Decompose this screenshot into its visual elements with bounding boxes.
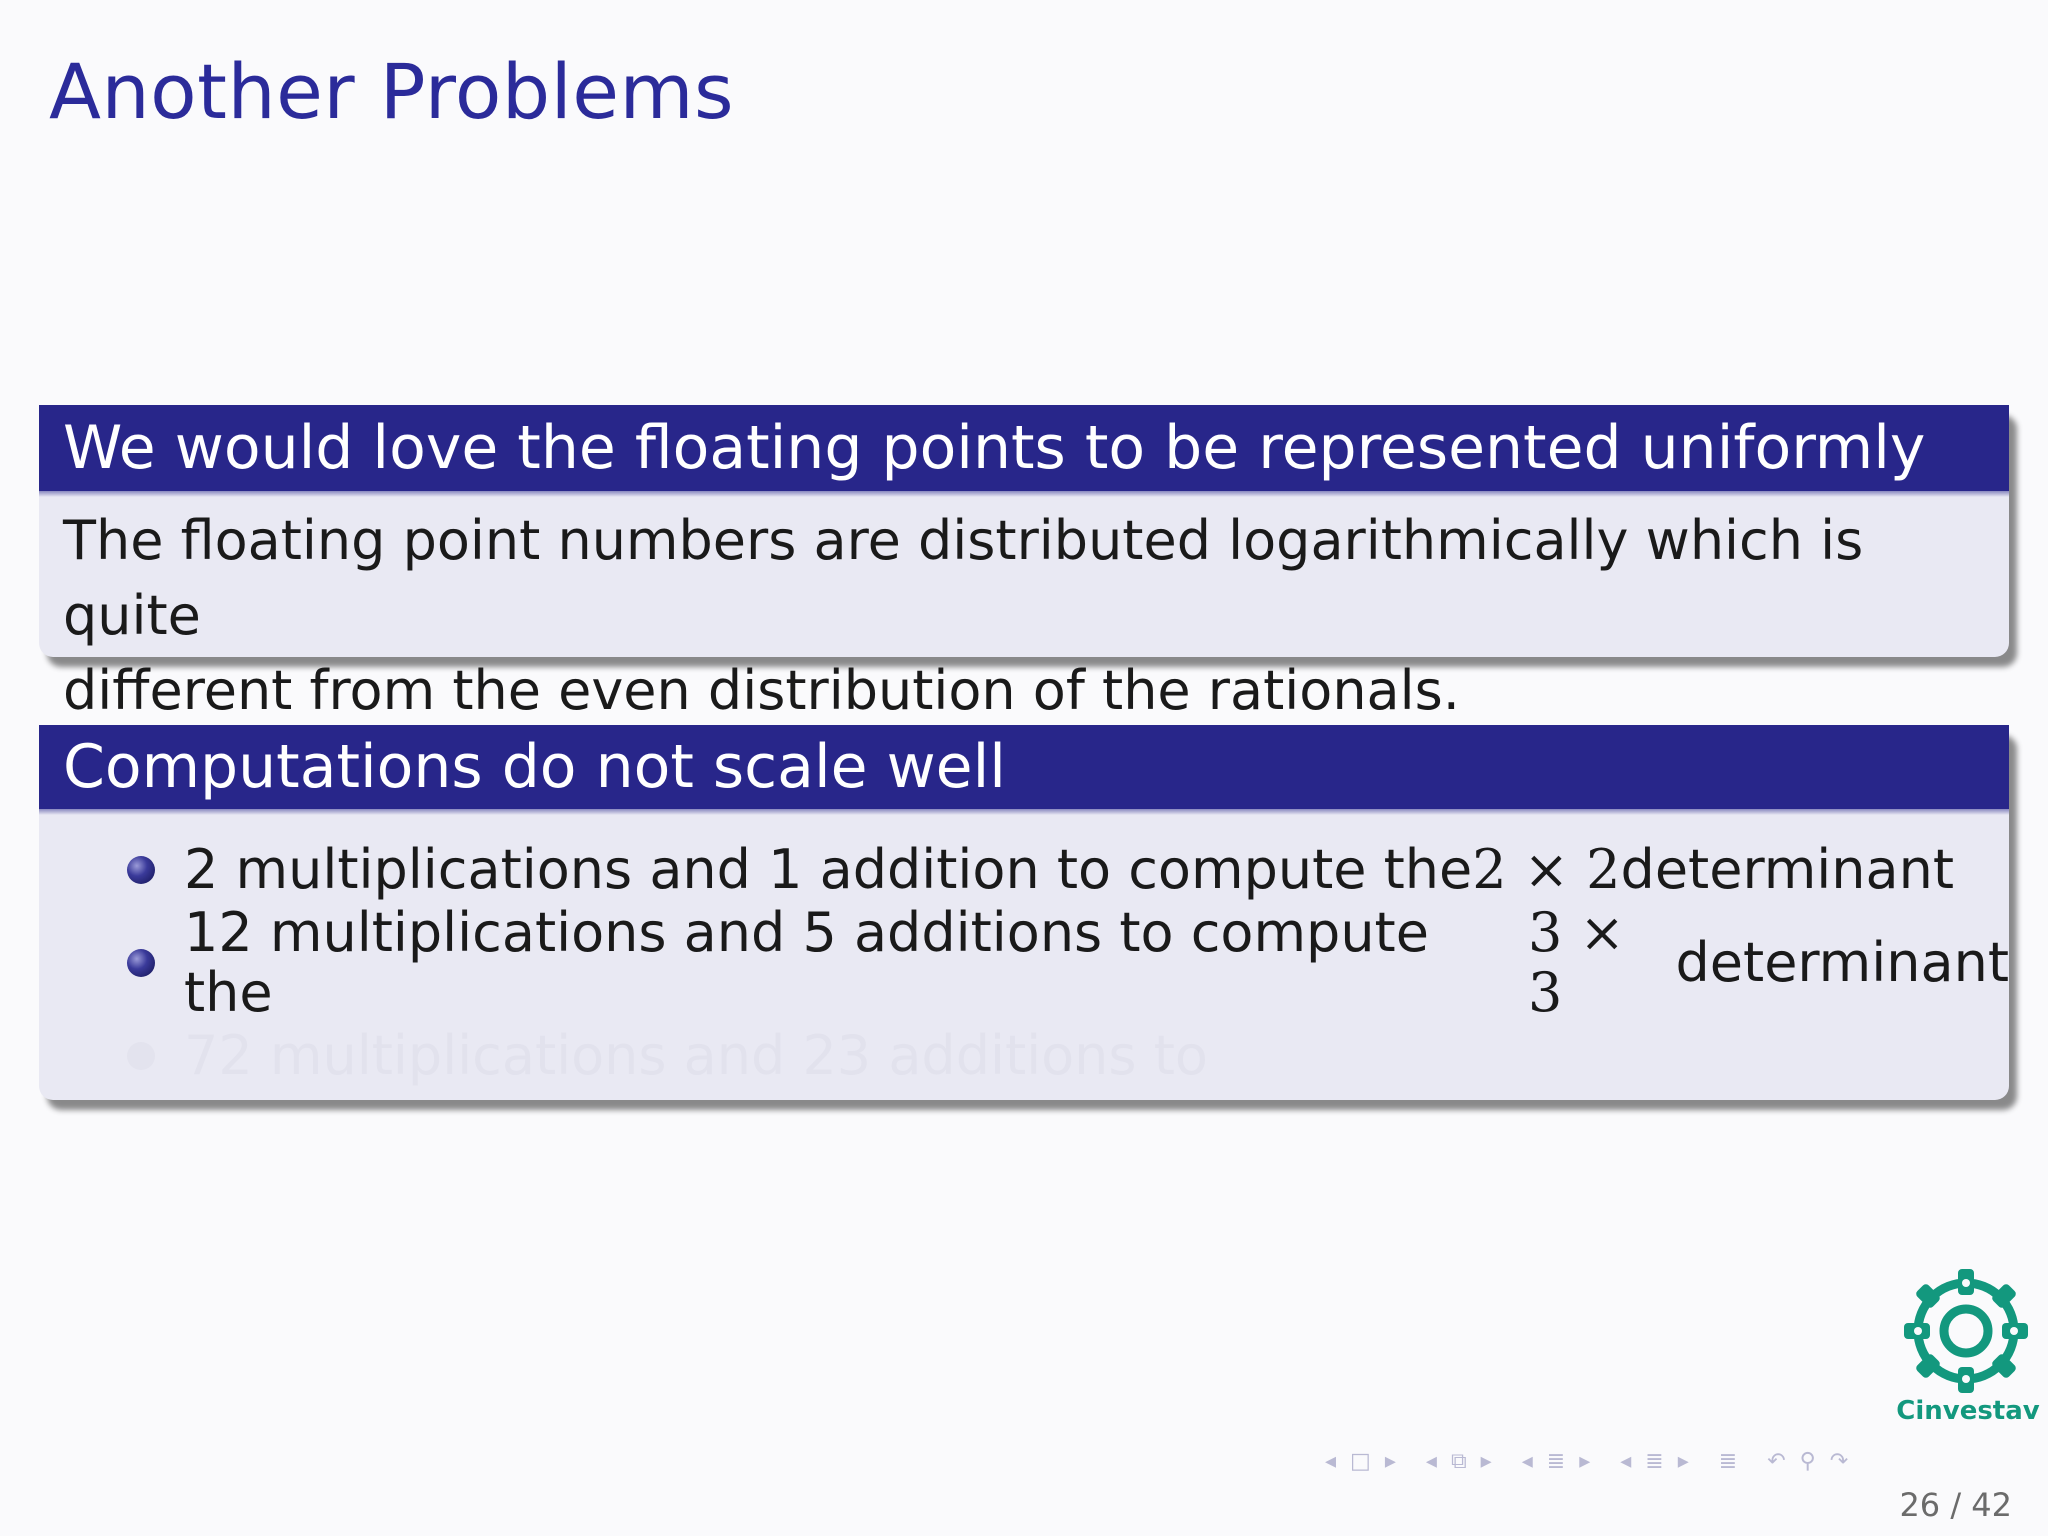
nav-next-subsection-icon[interactable]: ▸ (1579, 1448, 1591, 1474)
nav-subsection-icon[interactable]: ≣ (1546, 1448, 1566, 1474)
body-line-1: The floating point numbers are distributed logarithmically which is quite (63, 509, 1864, 647)
bullet-icon (127, 1042, 155, 1070)
item-math: 3 × 3 (1527, 900, 1625, 1024)
nav-back-icon[interactable]: ↶ (1767, 1448, 1786, 1474)
item-text-post: determinant (1620, 837, 1955, 901)
nav-next-slide-icon[interactable]: ▸ (1480, 1448, 1492, 1474)
block-heading: Computations do not scale well (39, 725, 2009, 809)
item-math: 2 × 2 (1472, 837, 1621, 901)
nav-search-icon[interactable]: ⚲ (1799, 1448, 1816, 1474)
page-number (1899, 1486, 2012, 1524)
page-separator: / (1940, 1486, 1972, 1524)
bullet-icon (127, 856, 155, 884)
body-line-2: different from the even distribution of the rationals. (63, 659, 1460, 722)
nav-frame-icon[interactable]: □ (1350, 1448, 1371, 1474)
page-total: 42 (1971, 1486, 2012, 1524)
nav-prev-subsection-icon[interactable]: ◂ (1521, 1448, 1533, 1474)
cinvestav-logo-icon (1900, 1265, 2032, 1397)
nav-toc-icon[interactable]: ≣ (1718, 1448, 1738, 1474)
bullet-icon (127, 949, 155, 977)
block-heading: We would love the floating points to be represented uniformly (39, 405, 2009, 491)
block-uniform-representation (39, 405, 2009, 722)
slide-title: Another Problems (49, 47, 735, 136)
item-text-pre: 12 multiplications and 5 additions to compute the (184, 900, 1429, 1024)
list-item-hidden (39, 1009, 2009, 1102)
item-text-post: determinant (1675, 930, 2009, 994)
list-item (39, 900, 2009, 1024)
block-body (39, 491, 2009, 728)
logo-text: Cinvestav (1896, 1396, 2040, 1426)
block-computations-scale (39, 725, 2009, 1100)
nav-prev-frame-icon[interactable]: ◂ (1325, 1448, 1337, 1474)
bullet-list (39, 823, 2009, 1102)
nav-prev-slide-icon[interactable]: ◂ (1425, 1448, 1437, 1474)
beamer-navigation (1325, 1446, 1862, 1476)
nav-slide-icon[interactable]: ⧉ (1450, 1448, 1467, 1474)
nav-next-frame-icon[interactable]: ▸ (1384, 1448, 1396, 1474)
nav-prev-section-icon[interactable]: ◂ (1620, 1448, 1632, 1474)
nav-next-section-icon[interactable]: ▸ (1677, 1448, 1689, 1474)
item-text-pre: 72 multiplications and 23 additions to (184, 1023, 1208, 1087)
nav-section-icon[interactable]: ≣ (1645, 1448, 1664, 1474)
item-text-pre: 2 multiplications and 1 addition to compute the (184, 837, 1473, 901)
nav-forward-icon[interactable]: ↷ (1829, 1448, 1849, 1474)
page-current: 26 (1899, 1486, 1941, 1524)
